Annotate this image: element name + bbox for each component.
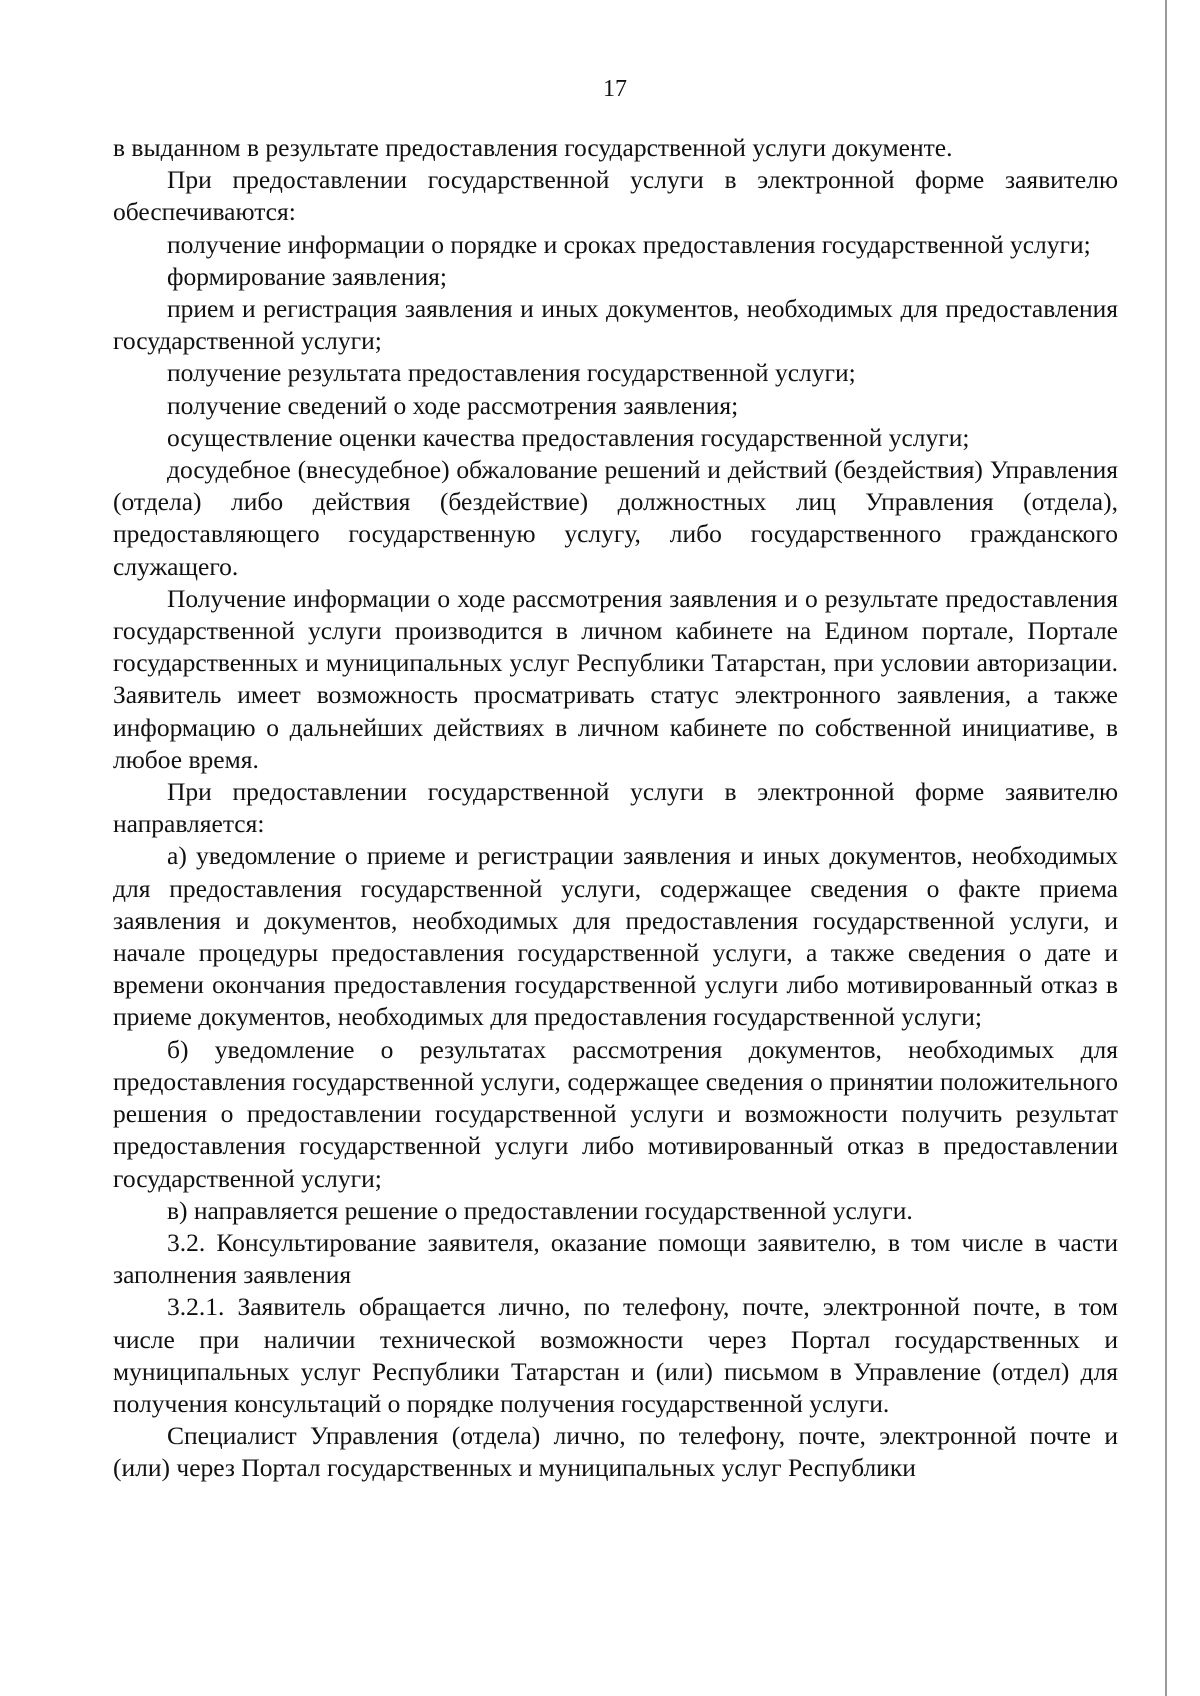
list-item-progress: получение сведений о ходе рассмотрения заявления; bbox=[167, 390, 739, 420]
document-body bbox=[113, 132, 1118, 1485]
list-item-info: получение информации о порядке и сроках предоставления государственной услуги; bbox=[167, 229, 1091, 259]
paragraph-electronic-form-sends: При предоставлении государственной услуги в электронной форме заявителю направляется: bbox=[113, 777, 1118, 839]
paragraph-electronic-form-provides: При предоставлении государственной услуги в электронной форме заявителю обеспечиваются: bbox=[113, 165, 1118, 227]
paragraph-continuation: в выданном в результате предоставления государственной услуги документе. bbox=[113, 133, 953, 162]
paragraph-specialist: Специалист Управления (отдела) лично, по телефону, почте, электронной почте и (или) через Портал государственных и муниципальных услуг Республики bbox=[113, 1421, 1118, 1483]
list-item-b-notification: б) уведомление о результатах рассмотрения документов, необходимых для предоставления государственной услуги, содержащее сведения о принятии положительного решения о предоставлении государственной услуги и возможности получить результат предоставления государственной услуги либо мотивированный отказ в предоставлении государственной услуги; bbox=[113, 1034, 1118, 1193]
list-item-result: получение результата предоставления государственной услуги; bbox=[167, 358, 856, 388]
list-item-a-notification: а) уведомление о приеме и регистрации заявления и иных документов, необходимых для предоставления государственной услуги, содержащее сведения о факте приема заявления и документов, необходимых для предоставления государственной услуги, и начале процедуры предоставления государственной услуги, а также сведения о дате и времени окончания предоставления государственной услуги либо мотивированный отказ в приеме документов, необходимых для предоставления государственной услуги; bbox=[113, 841, 1118, 1032]
list-item-quality-assessment: осуществление оценки качества предоставления государственной услуги; bbox=[167, 422, 970, 452]
list-item-appeal: досудебное (внесудебное) обжалование решений и действий (бездействия) Управления (отдела) либо действия (бездействие) должностных лиц Управления (отдела), предоставляющего государственную услугу, либо государственного гражданского служащего. bbox=[113, 455, 1118, 581]
list-item-application-forming: формирование заявления; bbox=[167, 261, 447, 291]
list-item-reception-registration: прием и регистрация заявления и иных документов, необходимых для предоставления государственной услуги; bbox=[113, 294, 1118, 356]
page-number: 17 bbox=[603, 76, 627, 102]
paragraph-personal-cabinet: Получение информации о ходе рассмотрения заявления и о результате предоставления государственной услуги производится в личном кабинете на Едином портале, Портале государственных и муниципальных услуг Республики Татарстан, при условии авторизации. Заявитель имеет возможность просматривать статус электронного заявления, а также информацию о дальнейших действиях в личном кабинете по собственной инициативе, в любое время. bbox=[113, 583, 1118, 774]
list-item-v-decision: в) направляется решение о предоставлении государственной услуги. bbox=[167, 1195, 913, 1225]
paragraph-3-2-1: 3.2.1. Заявитель обращается лично, по телефону, почте, электронной почте, в том числе при наличии технической возможности через Портал государственных и муниципальных услуг Республики Татарстан и (или) письмом в Управление (отдел) для получения консультаций о порядке получения государственной услуги. bbox=[113, 1292, 1118, 1418]
section-heading-3-2: 3.2. Консультирование заявителя, оказание помощи заявителю, в том числе в части заполнения заявления bbox=[113, 1227, 1118, 1290]
scan-edge-line bbox=[1165, 0, 1167, 1696]
